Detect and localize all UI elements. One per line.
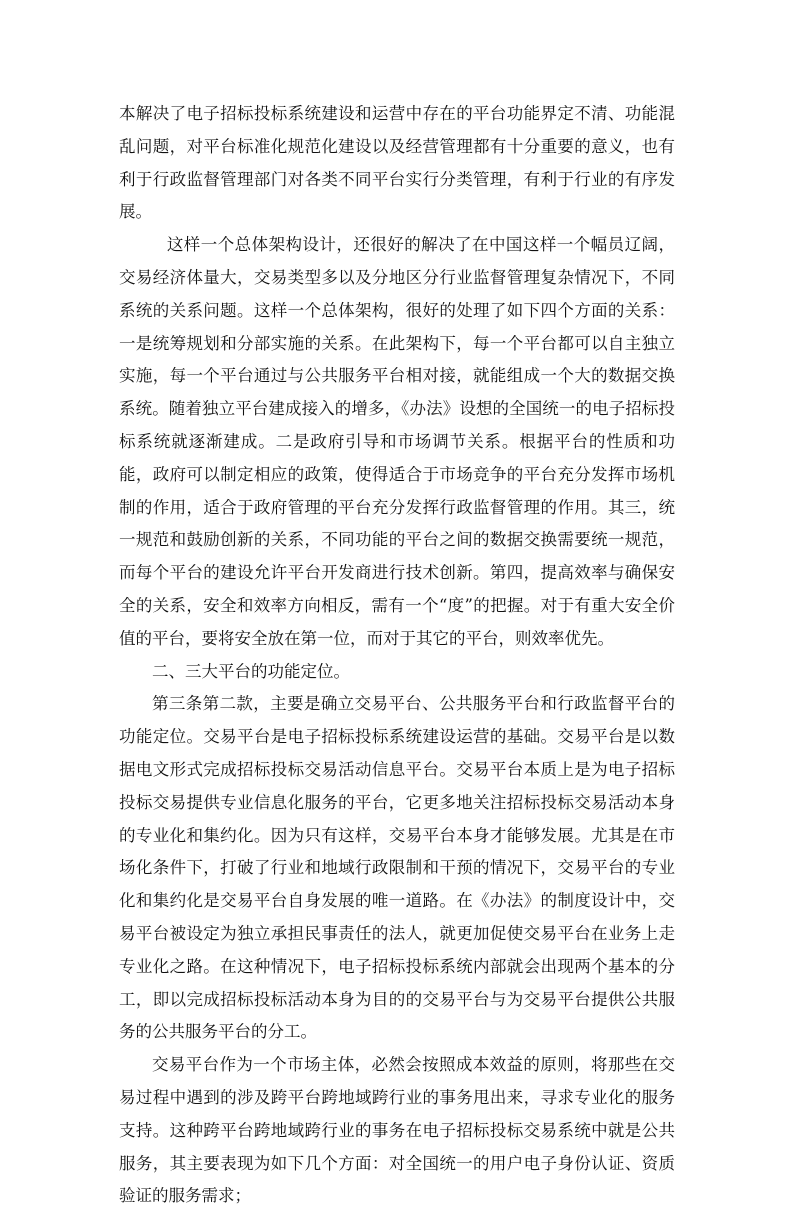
document-page	[119, 98, 675, 1213]
paragraph-continuation: 本解决了电子招标投标系统建设和运营中存在的平台功能界定不清、功能混乱问题，对平台标准化规范化建设以及经营管理都有十分重要的意义，也有利于行政监督管理部门对各类不同平台实行分类管理，有利于行业的有序发展。	[119, 104, 675, 222]
paragraph-article-three: 第三条第二款，主要是确立交易平台、公共服务平台和行政监督平台的功能定位。交易平台是电子招标投标系统建设运营的基础。交易平台是以数据电文形式完成招标投标交易活动信息平台。交易平台本质上是为电子招标投标交易提供专业信息化服务的平台，它更多地关注招标投标交易活动本身的专业化和集约化。因为只有这样，交易平台本身才能够发展。尤其是在市场化条件下，打破了行业和地域行政限制和干预的情况下，交易平台的专业化和集约化是交易平台自身发展的唯一道路。在《办法》的制度设计中，交易平台被设定为独立承担民事责任的法人，就更加促使交易平台在业务上走专业化之路。在这种情况下，电子招标投标系统内部就会出现两个基本的分工，即以完成招标投标活动本身为目的的交易平台与为交易平台提供公共服务的公共服务平台的分工。	[119, 694, 675, 1042]
paragraph-architecture: 这样一个总体架构设计，还很好的解决了在中国这样一个幅员辽阔，交易经济体量大，交易类型多以及分地区分行业监督管理复杂情况下，不同系统的关系问题。这样一个总体架构，很好的处理了如下四个方面的关系：一是统筹规划和分部实施的关系。在此架构下，每一个平台都可以自主独立实施，每一个平台通过与公共服务平台相对接，就能组成一个大的数据交换系统。随着独立平台建成接入的增多，《办法》设想的全国统一的电子招标投标系统就逐渐建成。二是政府引导和市场调节关系。根据平台的性质和功能，政府可以制定相应的政策，使得适合于市场竞争的平台充分发挥市场机制的作用，适合于政府管理的平台充分发挥行政监督管理的作用。其三，统一规范和鼓励创新的关系，不同功能的平台之间的数据交换需要统一规范，而每个平台的建设允许平台开发商进行技术创新。第四，提高效率与确保安全的关系，安全和效率方向相反，需有一个“度”的把握。对于有重大安全价值的平台，要将安全放在第一位，而对于其它的平台，则效率优先。	[119, 235, 675, 648]
paragraph-market-subject: 交易平台作为一个市场主体，必然会按照成本效益的原则，将那些在交易过程中遇到的涉及跨平台跨地域跨行业的事务甩出来，寻求专业化的服务支持。这种跨平台跨地域跨行业的事务在电子招标投标交易系统中就是公共服务，其主要表现为如下几个方面：对全国统一的用户电子身份认证、资质验证的服务需求；	[119, 1055, 675, 1206]
section-heading: 二、三大平台的功能定位。	[152, 661, 350, 681]
